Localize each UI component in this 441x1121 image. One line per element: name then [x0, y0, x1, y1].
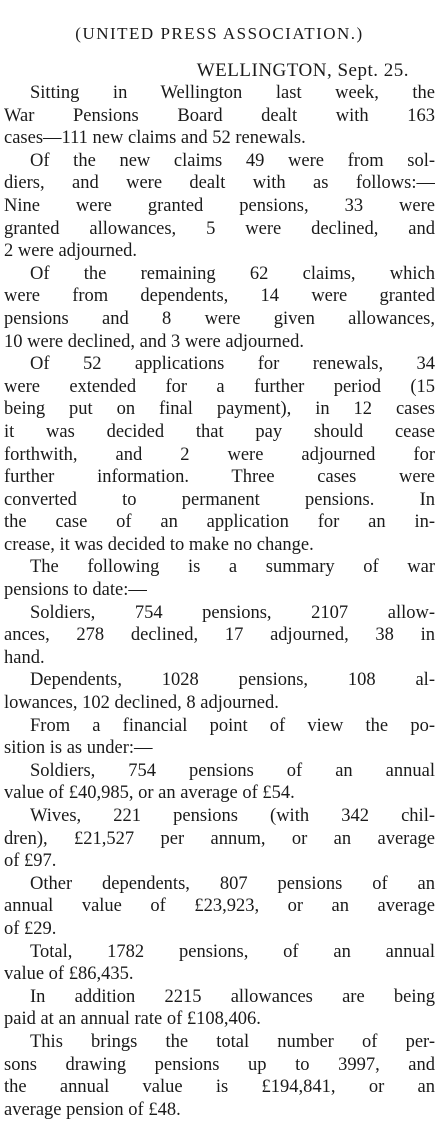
text-line: 10 were declined, and 3 were adjourned. — [4, 331, 304, 352]
text-line: Dependents, 1028 pensions, 108 al- — [30, 670, 435, 691]
text-line: This brings the total number of per- — [30, 1031, 435, 1052]
text-line: sition is as under:— — [4, 738, 153, 759]
text-line: the case of an application for an in- — [4, 512, 435, 533]
text-line: it was decided that pay should cease — [4, 421, 435, 442]
text-line: pensions and 8 were given allowances, — [4, 308, 435, 329]
text-line: Soldiers, 754 pensions, 2107 allow- — [30, 602, 435, 623]
text-line: converted to permanent pensions. In — [4, 489, 435, 510]
text-line: the annual value is £194,841, or an — [4, 1077, 435, 1098]
text-line: The following is a summary of war — [30, 557, 435, 578]
text-line: forthwith, and 2 were adjourned for — [4, 444, 435, 465]
text-line: Of 52 applications for renewals, 34 — [30, 354, 435, 375]
agency-credit: (UNITED PRESS ASSOCIATION.) — [75, 24, 364, 43]
text-line: annual value of £23,923, or an average — [4, 896, 435, 917]
text-line: granted allowances, 5 were declined, and — [4, 218, 435, 239]
text-line: being put on final payment), in 12 cases — [4, 399, 435, 420]
text-line: Total, 1782 pensions, of an annual — [30, 941, 435, 962]
text-line: diers, and were dealt with as follows:— — [4, 173, 435, 194]
dateline: WELLINGTON, Sept. 25. — [196, 60, 409, 81]
article-body — [4, 82, 435, 1121]
text-line: of £29. — [4, 918, 57, 939]
text-line: Other dependents, 807 pensions of an — [30, 873, 435, 894]
text-line: Soldiers, 754 pensions of an annual — [30, 760, 435, 781]
text-line: Sitting in Wellington last week, the — [30, 83, 435, 103]
text-line: War Pensions Board dealt with 163 — [4, 105, 435, 126]
text-line: Of the remaining 62 claims, which — [30, 263, 435, 284]
text-line: cases—111 new claims and 52 renewals. — [4, 128, 306, 149]
text-line: crease, it was decided to make no change. — [4, 534, 314, 555]
text-line: were from dependents, 14 were granted — [4, 286, 435, 307]
text-line: Wives, 221 pensions (with 342 chil- — [30, 806, 435, 826]
text-line: 2 were adjourned. — [4, 241, 138, 262]
text-line: paid at an annual rate of £108,406. — [4, 1009, 261, 1030]
text-line: From a financial point of view the po- — [30, 715, 435, 736]
text-line: were extended for a further period (15 — [4, 376, 435, 397]
text-line: of £97. — [4, 851, 57, 872]
text-line: further information. Three cases were — [4, 467, 435, 488]
text-line: dren), £21,527 per annum, or an average — [4, 828, 435, 849]
text-line: ances, 278 declined, 17 adjourned, 38 in — [4, 625, 435, 646]
text-line: In addition 2215 allowances are being — [30, 986, 435, 1007]
text-line: lowances, 102 declined, 8 adjourned. — [4, 693, 279, 714]
text-line: Of the new claims 49 were from sol- — [30, 150, 435, 171]
text-line: pensions to date:— — [4, 580, 147, 601]
text-line: value of £86,435. — [4, 964, 134, 985]
text-line: value of £40,985, or an average of £54. — [4, 783, 295, 804]
text-line: sons drawing pensions up to 3997, and — [4, 1054, 435, 1075]
text-line: average pension of £48. — [4, 1099, 181, 1120]
text-line: Nine were granted pensions, 33 were — [4, 195, 435, 216]
text-line: hand. — [4, 647, 45, 668]
